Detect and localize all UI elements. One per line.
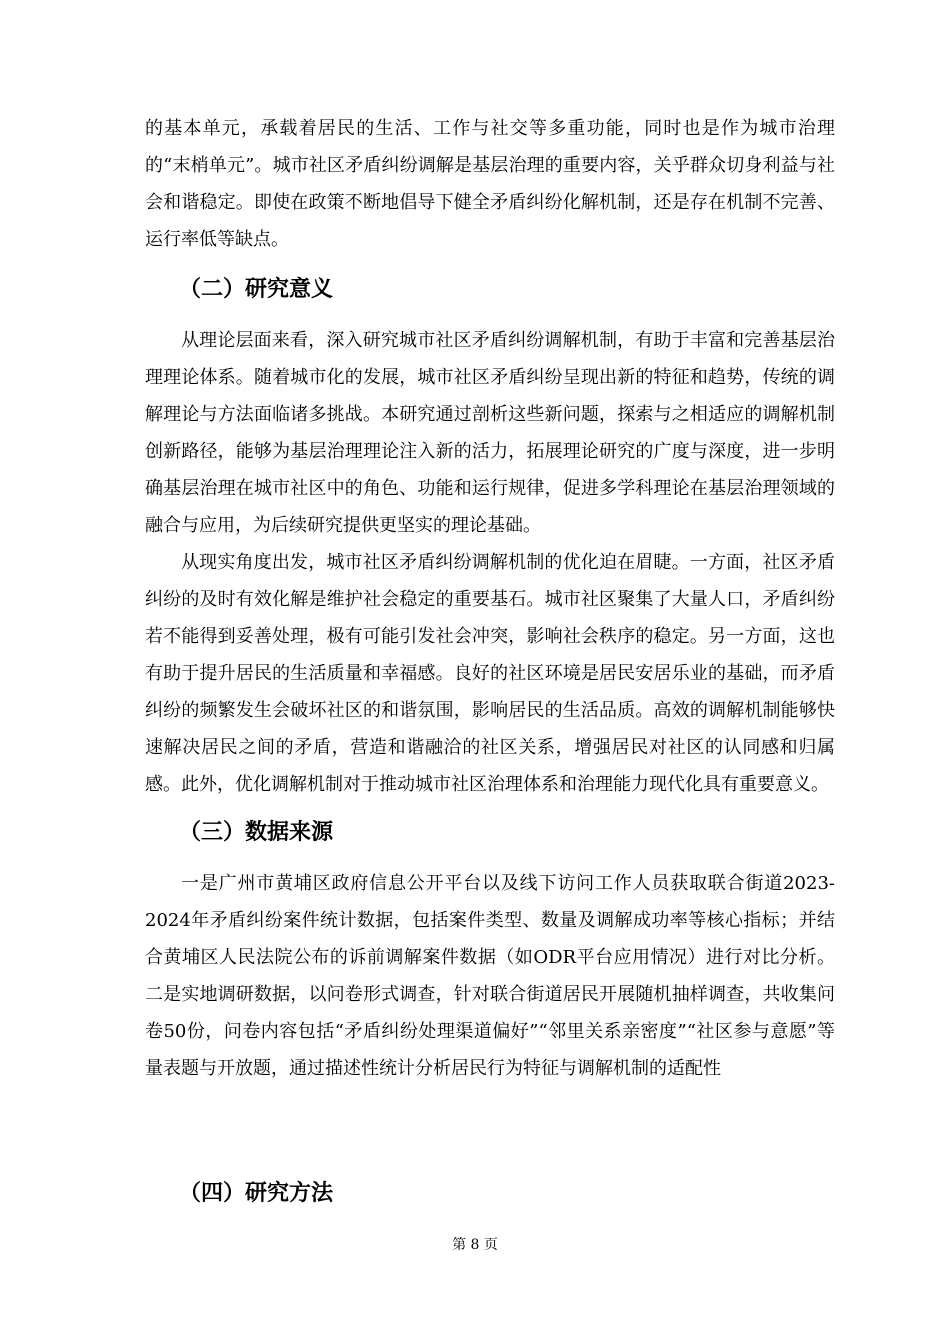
intro-paragraph: 的基本单元，承载着居民的生活、工作与社交等多重功能，同时也是作为城市治理的“末梢单元”。城市社区矛盾纠纷调解是基层治理的重要内容，关乎群众切身利益与社会和谐稳定。即使在政策不断地倡导下健全矛盾纠纷化解机制，还是存在机制不完善、运行率低等缺点。 <box>145 118 835 250</box>
section-heading-data-sources: （三）数据来源 <box>179 820 334 845</box>
section-heading-research-methods: （四）研究方法 <box>179 1181 334 1206</box>
section-heading-research-significance: （二）研究意义 <box>179 277 334 302</box>
paragraph-practical-significance: 从现实角度出发，城市社区矛盾纠纷调解机制的优化迫在眉睫。一方面，社区矛盾纠纷的及时有效化解是维护社会稳定的重要基石。城市社区聚集了大量人口，矛盾纠纷若不能得到妥善处理，极有可能引发社会冲突，影响社会秩序的稳定。另一方面，这也有助于提升居民的生活质量和幸福感。良好的社区环境是居民安居乐业的基础，而矛盾纠纷的频繁发生会破坏社区的和谐氛围，影响居民的生活品质。高效的调解机制能够快速解决居民之间的矛盾，营造和谐融洽的社区关系，增强居民对社区的认同感和归属感。此外，优化调解机制对于推动城市社区治理体系和治理能力现代化具有重要意义。 <box>145 552 835 795</box>
page-number: 第 8 页 <box>452 1237 498 1253</box>
paragraph-theoretical-significance: 从理论层面来看，深入研究城市社区矛盾纠纷调解机制，有助于丰富和完善基层治理理论体系。随着城市化的发展，城市社区矛盾纠纷呈现出新的特征和趋势，传统的调解理论与方法面临诸多挑战。本研究通过剖析这些新问题，探索与之相适应的调解机制创新路径，能够为基层治理理论注入新的活力，拓展理论研究的广度与深度，进一步明确基层治理在城市社区中的角色、功能和运行规律，促进多学科理论在基层治理领域的融合与应用，为后续研究提供更坚实的理论基础。 <box>145 330 835 536</box>
page-body <box>145 110 835 1087</box>
paragraph-data-sources: 一是广州市黄埔区政府信息公开平台以及线下访问工作人员获取联合街道2023-2024年矛盾纠纷案件统计数据，包括案件类型、数量及调解成功率等核心指标；并结合黄埔区人民法院公布的诉前调解案件数据（如ODR平台应用情况）进行对比分析。二是实地调研数据，以问卷形式调查，针对联合街道居民开展随机抽样调查，共收集问卷50份，问卷内容包括“矛盾纠纷处理渠道偏好”“邻里关系亲密度”“社区参与意愿”等量表题与开放题，通过描述性统计分析居民行为特征与调解机制的适配性 <box>145 873 835 1079</box>
